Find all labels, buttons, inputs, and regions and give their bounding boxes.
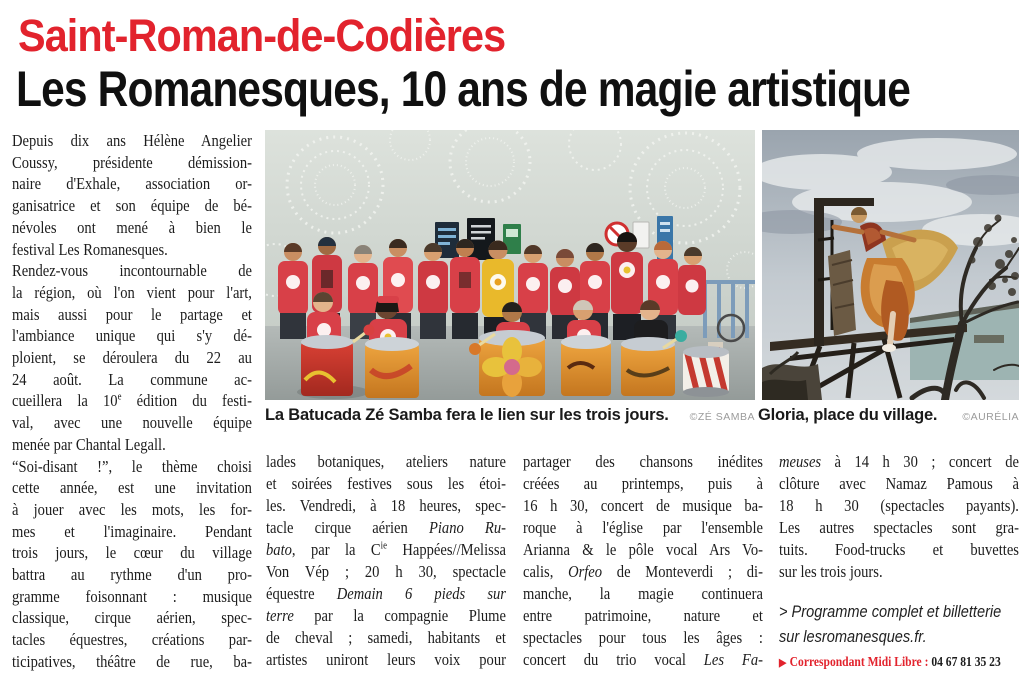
article-text-line: Coussy, présidente démission- xyxy=(12,152,252,172)
statue-caption-text: Gloria, place du village. xyxy=(758,406,938,424)
kicker-text: Saint-Roman-de-Codières xyxy=(18,10,506,61)
article-text-line: Les autres spectacles sont gra- xyxy=(779,518,1019,537)
article-text-line: ganisatrice et son équipe de bé- xyxy=(12,196,252,216)
article-text-line: et soirées festives sous les étoi- xyxy=(266,474,506,493)
article-text-line: entre patrimoine, nature et xyxy=(523,606,763,625)
correspondent-line xyxy=(779,653,1019,672)
batucada-photo-illustration xyxy=(265,130,755,400)
article-text-line: sur les trois jours. xyxy=(779,562,883,581)
article-column-4-text xyxy=(779,451,1019,583)
article-text-line: les. Vendredi, à 18 heures, spec- xyxy=(266,496,506,515)
article-text-line: tacle cirque aérien Piano Ru- xyxy=(266,518,506,537)
statue-photo-illustration xyxy=(762,130,1019,400)
article-text-line: calis, Orfeo de Monteverdi ; di- xyxy=(523,562,763,581)
article-text-line: cueillera la 10e édition du festi- xyxy=(12,391,252,411)
article-text-line: bato, par la $C^{ie}$ Happées//Melissa xyxy=(266,540,506,559)
red-triangle-icon: ▶ xyxy=(779,657,787,669)
statue-photo-credit: ©AURÉLIA xyxy=(962,411,1019,423)
article-text-line: partager des chansons inédites xyxy=(523,452,763,471)
article-text-line: manche, la magie continuera xyxy=(523,584,763,603)
article-text-line: menée par Chantal Legall. xyxy=(12,434,166,454)
correspondent-label: Correspondant Midi Libre : xyxy=(789,654,929,669)
headline-text: Les Romanesques, 10 ans de magie artistique xyxy=(16,61,911,117)
kicker-headline xyxy=(18,12,548,59)
article-text-line: val, avec une nouvelle équipe xyxy=(12,413,252,433)
program-info-note xyxy=(779,599,1019,649)
program-info-line-2: sur lesromanesques.fr. xyxy=(779,627,927,646)
article-text-line: tacles équestres, créations par- xyxy=(12,630,252,650)
article-column-1 xyxy=(12,130,252,673)
article-text-line: lades botaniques, ateliers nature xyxy=(266,452,506,471)
article-text-line: 16 h 30, concert de musique ba- xyxy=(523,496,763,515)
batucada-caption xyxy=(265,406,755,425)
article-text-line: mais aussi pour le partage et xyxy=(12,304,252,324)
article-text-line: classique, cirque aérien, spec- xyxy=(12,608,252,628)
article-text-line: Rendez-vous incontournable de xyxy=(12,261,252,281)
article-text-line: Depuis dix ans Hélène Angelier xyxy=(12,131,252,150)
article-text-line: Von Vép ; 20 h 30, spectacle xyxy=(266,562,506,581)
article-text-line: battra au rythme d'un pro- xyxy=(12,565,252,585)
program-info-line-1: > Programme complet et billetterie xyxy=(779,602,1002,621)
batucada-photo-credit: ©ZÉ SAMBA xyxy=(689,411,755,423)
article-text-line: équestre Demain 6 pieds sur xyxy=(266,584,506,603)
article-text-line: ticipatives, théâtre de rue, ba- xyxy=(12,651,252,671)
article-text-line: “Soi-disant !”, le thème choisi xyxy=(12,456,252,476)
article-text-line: terre par la compagnie Plume xyxy=(266,606,506,625)
article-column-3 xyxy=(523,451,763,671)
article-text-line: névoles ont mené à bien le xyxy=(12,217,252,237)
article-text-line: naire d'Exhale, association or- xyxy=(12,174,252,194)
article-text-line: concert du trio vocal Les Fa- xyxy=(523,650,763,669)
article-text-line: tuits. Food-trucks et buvettes xyxy=(779,540,1019,559)
article-column-2 xyxy=(266,451,506,671)
article-text-line: créées au printemps, puis à xyxy=(523,474,763,493)
article-text-line: gramme foisonnant : musique xyxy=(12,586,252,606)
article-text-line: de cheval ; samedi, habitants et xyxy=(266,628,506,647)
article-text-line: meuses à 14 h 30 ; concert de xyxy=(779,452,1019,471)
article-text-line: cette année, est une invitation xyxy=(12,478,252,498)
article-column-4 xyxy=(779,451,1019,672)
article-text-line: Arianna & le pôle vocal Ars Vo- xyxy=(523,540,763,559)
article-text-line: festival Les Romanesques. xyxy=(12,239,168,259)
article-text-line: l'ambiance unique qui s'y dé- xyxy=(12,326,252,346)
statue-photo xyxy=(762,130,1019,400)
main-headline xyxy=(16,63,1026,116)
article-text-line: clôture avec Namaz Pamous à xyxy=(779,474,1019,493)
statue-caption xyxy=(758,406,1019,425)
article-text-line: spectacles pour tous les âges : xyxy=(523,628,763,647)
article-text-line: la région, où l'on vient pour l'art, xyxy=(12,282,252,302)
batucada-caption-text: La Batucada Zé Samba fera le lien sur les trois jours. xyxy=(265,406,669,424)
article-text-line: roque à l'église par l'ensemble xyxy=(523,518,763,537)
article-text-line: à jouer avec les mots, les for- xyxy=(12,499,252,519)
correspondent-phone: 04 67 81 35 23 xyxy=(928,654,1001,669)
article-text-line: 18 h 30 (spectacles payants). xyxy=(779,496,1019,515)
article-text-line: artistes uniront leurs voix pour xyxy=(266,650,506,669)
article-text-line: mes et l'imaginaire. Pendant xyxy=(12,521,252,541)
article-text-line: ploient, se déroulera du 22 au xyxy=(12,348,252,368)
article-text-line: 24 août. La commune ac- xyxy=(12,369,252,389)
article-text-line: trois jours, le cœur du village xyxy=(12,543,252,563)
batucada-photo xyxy=(265,130,755,400)
